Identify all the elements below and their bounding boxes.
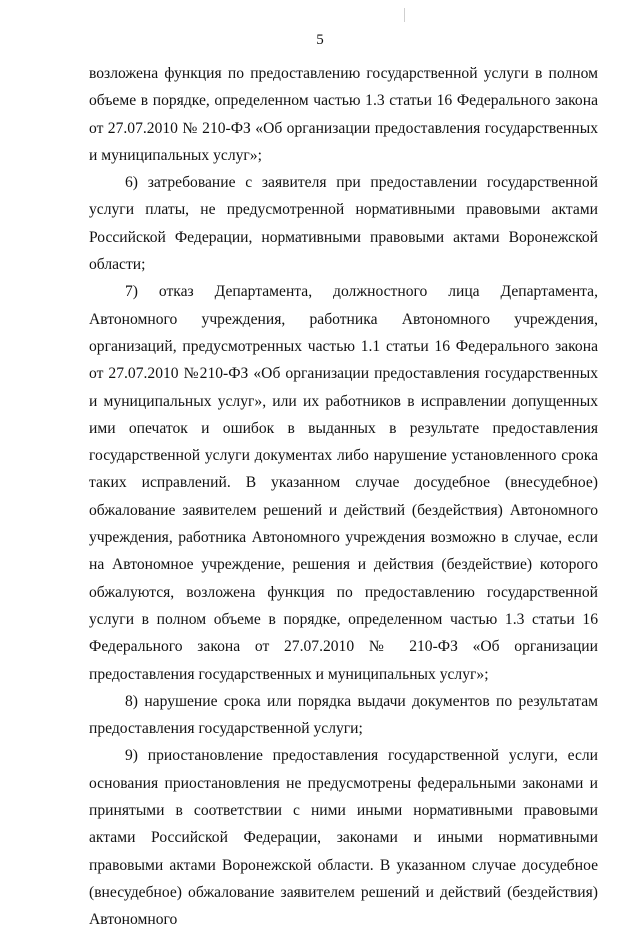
paragraph-item-9: 9) приостановление предоставления государственной услуги, если основания приостановления не предусмотрены федеральными законами и принятыми в соответствии с ними иными нормативными правовыми актами Российской Федерации, законами и иными нормативными правовыми актами Воронежской области. В указанном случае досудебное (внесудебное) обжалование заявителем решений и действий (бездействия) Автономного [89, 747, 598, 929]
document-body [89, 60, 598, 934]
paragraph-item-6: 6) затребование с заявителя при предоставлении государственной услуги платы, не предусмотренной нормативными правовыми актами Российской Федерации, нормативными правовыми актами Воронежской области; [89, 174, 598, 274]
scan-artifact [404, 8, 405, 22]
paragraph-item-7: 7) отказ Департамента, должностного лица Департамента, Автономного учреждения, работника Автономного учреждения, организаций, предусмотренных частью 1.1 статьи 16 Федерального закона от 27.07.2010 №210-ФЗ «Об организации предоставления государственных и муниципальных услуг», или их работников в исправлении допущенных ими опечаток и ошибок в выданных в результате предоставления государственной услуги документах либо нарушение установленного срока таких исправлений. В указанном случае досудебное (внесудебное) обжалование заявителем решений и действий (бездействия) Автономного учреждения, работника Автономного учреждения возможно в случае, если на Автономное учреждение, решения и действия (бездействие) которого обжалуются, возложена функция по предоставлению государственной услуги в полном объеме в порядке, определенном частью 1.3 статьи 16 Федерального закона от 27.07.2010 № 210-ФЗ «Об организации предоставления государственных и муниципальных услуг»; [89, 283, 598, 683]
paragraph-item-8: 8) нарушение срока или порядка выдачи документов по результатам предоставления государственной услуги; [89, 692, 598, 738]
paragraph-continuation: возложена функция по предоставлению государственной услуги в полном объеме в порядке, определенном частью 1.3 статьи 16 Федерального закона от 27.07.2010 № 210-ФЗ «Об организации предоставления государственных и муниципальных услуг»; [89, 65, 598, 164]
page-number: 5 [316, 32, 324, 48]
